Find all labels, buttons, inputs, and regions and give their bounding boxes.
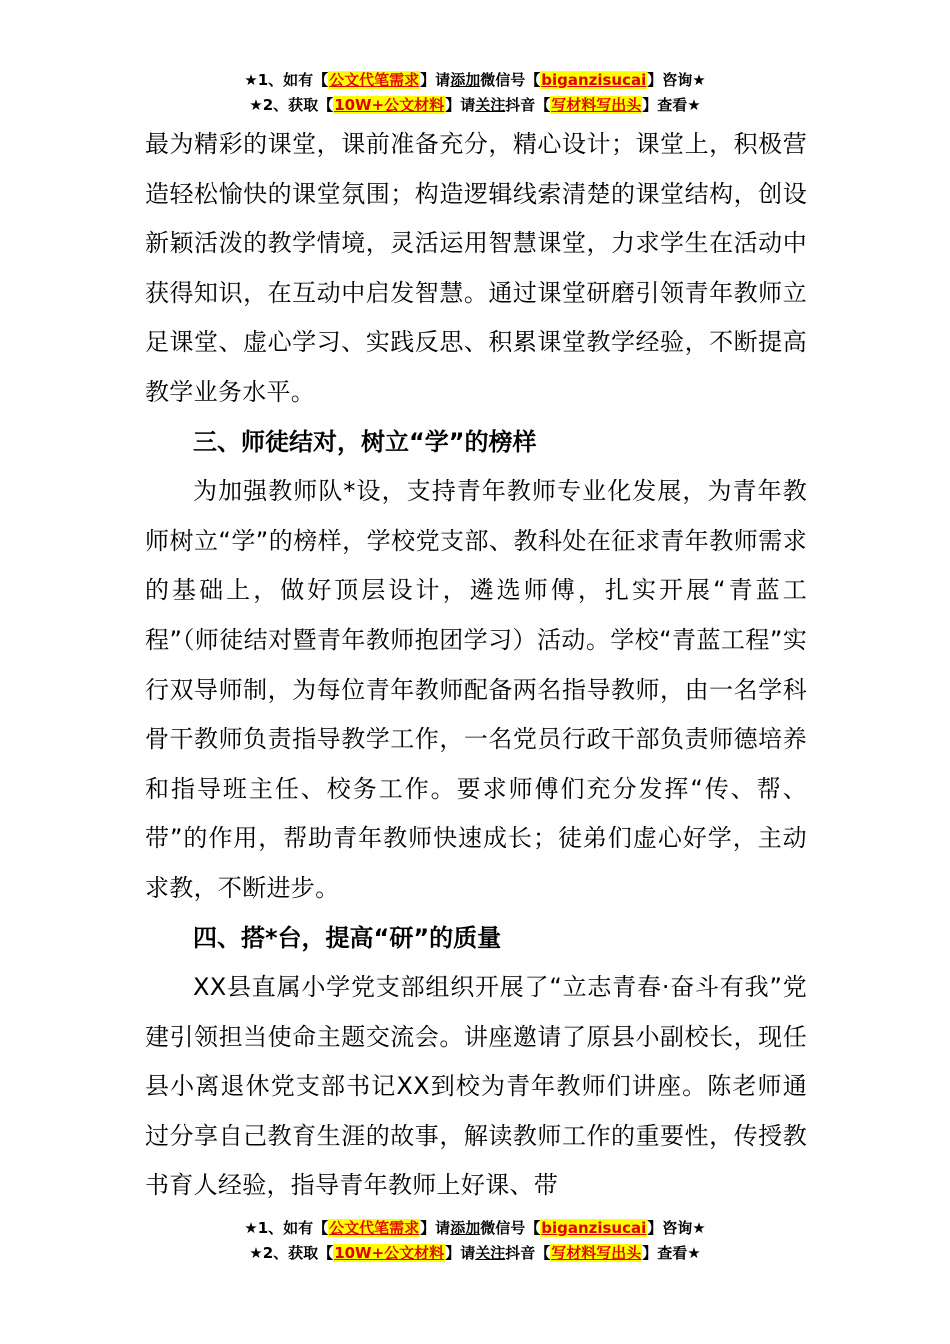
banner-underline: 添加 (450, 71, 481, 89)
header-banner (0, 68, 950, 118)
footer-banner (0, 1216, 950, 1266)
banner-highlight: biganzisucai (541, 71, 647, 89)
banner-highlight: 10W+公文材料 (334, 96, 445, 114)
banner-highlight: biganzisucai (541, 1219, 647, 1237)
banner-line-1 (0, 1216, 950, 1241)
banner-text: ★2、获取【 (249, 96, 334, 114)
banner-highlight: 公文代笔需求 (329, 1219, 420, 1237)
banner-underline: 关注 (475, 96, 506, 114)
banner-highlight: 公文代笔需求 (329, 71, 420, 89)
banner-text: 】咨询★ (647, 1219, 706, 1237)
section-heading-3: 三、师徒结对，树立“学”的榜样 (193, 427, 537, 456)
banner-text: 】请 (445, 1244, 476, 1262)
banner-line-1 (0, 68, 950, 93)
banner-text: 】请 (445, 96, 476, 114)
banner-text: 】请 (420, 1219, 451, 1237)
banner-text: 抖音【 (505, 96, 551, 114)
banner-text: 】请 (420, 71, 451, 89)
banner-underline: 添加 (450, 1219, 481, 1237)
paragraph-3: XX县直属小学党支部组织开展了“立志青春·奋斗有我”党建引领担当使命主题交流会。讲座邀请了原县小副校长，现任县小离退休党支部书记XX到校为青年教师们讲座。陈老师通过分享自己教育生涯的故事，解读教师工作的重要性，传授教书育人经验，指导青年教师上好课、带 (145, 973, 807, 1200)
banner-text: 】查看★ (642, 96, 701, 114)
banner-text: ★1、如有【 (244, 71, 329, 89)
banner-text: 】查看★ (642, 1244, 701, 1262)
banner-text: 微信号【 (480, 71, 541, 89)
banner-text: 抖音【 (505, 1244, 551, 1262)
banner-text: ★1、如有【 (244, 1219, 329, 1237)
document-body (145, 120, 807, 1211)
paragraph-2: 为加强教师队*设，支持青年教师专业化发展，为青年教师树立“学”的榜样，学校党支部、教科处在征求青年教师需求的基础上，做好顶层设计，遴选师傅，扎实开展“青蓝工程”（师徒结对暨青年教师抱团学习）活动。学校“青蓝工程”实行双导师制，为每位青年教师配备两名指导教师，由一名学科骨干教师负责指导教学工作，一名党员行政干部负责师德培养和指导班主任、校务工作。要求师傅们充分发挥“传、帮、带”的作用，帮助青年教师快速成长；徒弟们虚心好学，主动求教，不断进步。 (145, 477, 807, 902)
banner-highlight: 10W+公文材料 (334, 1244, 445, 1262)
banner-text: 】咨询★ (647, 71, 706, 89)
banner-line-2 (0, 1241, 950, 1266)
banner-text: 微信号【 (480, 1219, 541, 1237)
banner-highlight: 写材料写出头 (551, 1244, 642, 1262)
paragraph-1: 最为精彩的课堂，课前准备充分，精心设计；课堂上，积极营造轻松愉快的课堂氛围；构造逻辑线索清楚的课堂结构，创设新颖活泼的教学情境，灵活运用智慧课堂，力求学生在活动中获得知识，在互动中启发智慧。通过课堂研磨引领青年教师立足课堂、虚心学习、实践反思、积累课堂教学经验，不断提高教学业务水平。 (145, 130, 807, 406)
banner-text: ★2、获取【 (249, 1244, 334, 1262)
banner-line-2 (0, 93, 950, 118)
banner-highlight: 写材料写出头 (551, 96, 642, 114)
section-heading-4: 四、搭*台，提高“研”的质量 (193, 923, 502, 952)
banner-underline: 关注 (475, 1244, 506, 1262)
